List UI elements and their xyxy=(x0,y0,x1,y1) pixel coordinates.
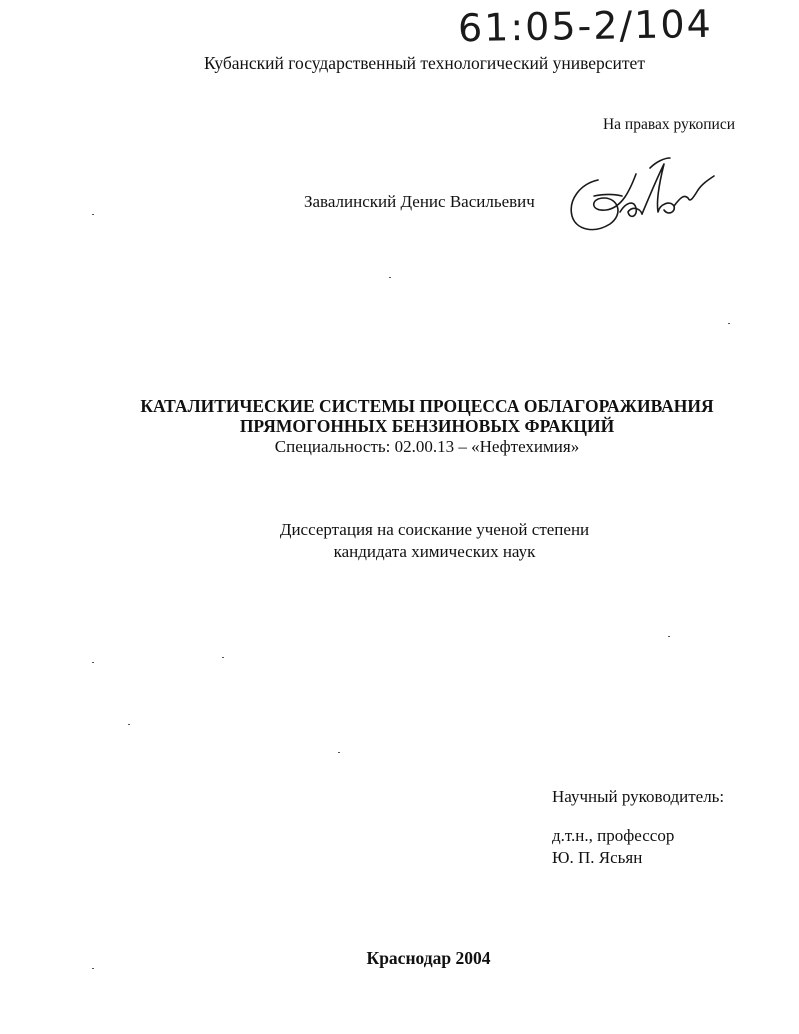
city-year: Краснодар 2004 xyxy=(366,948,491,968)
archive-code-handwritten: 61:05-2/104 xyxy=(457,1,714,51)
author-name: Завалинский Денис Васильевич xyxy=(304,192,535,211)
degree-line-1: Диссертация на соискание ученой степени xyxy=(279,520,590,539)
advisor-heading: Научный руководитель: xyxy=(552,787,725,806)
scan-speck xyxy=(668,636,670,637)
title-line-2: ПРЯМОГОННЫХ БЕНЗИНОВЫХ ФРАКЦИЙ xyxy=(239,416,615,436)
scan-speck xyxy=(389,277,391,278)
scan-speck xyxy=(338,752,340,753)
author-signature xyxy=(560,150,720,240)
advisor-title: д.т.н., профессор xyxy=(552,826,675,845)
scan-speck xyxy=(92,968,94,969)
scan-speck xyxy=(728,323,730,324)
advisor-name: Ю. П. Ясьян xyxy=(552,848,643,867)
title-line-1: КАТАЛИТИЧЕСКИЕ СИСТЕМЫ ПРОЦЕССА ОБЛАГОРАЖИВАНИЯ xyxy=(140,396,714,416)
specialty: Специальность: 02.00.13 – «Нефтехимия» xyxy=(274,437,580,456)
scan-speck xyxy=(92,214,94,215)
university-name: Кубанский государственный технологический университет xyxy=(204,53,645,73)
dissertation-title-block xyxy=(0,396,799,458)
scan-speck xyxy=(222,657,224,658)
degree-line-2: кандидата химических наук xyxy=(333,542,536,561)
scan-speck xyxy=(92,662,94,663)
degree-statement xyxy=(0,519,799,563)
rights-note: На правах рукописи xyxy=(602,116,735,133)
scan-speck xyxy=(128,724,130,725)
